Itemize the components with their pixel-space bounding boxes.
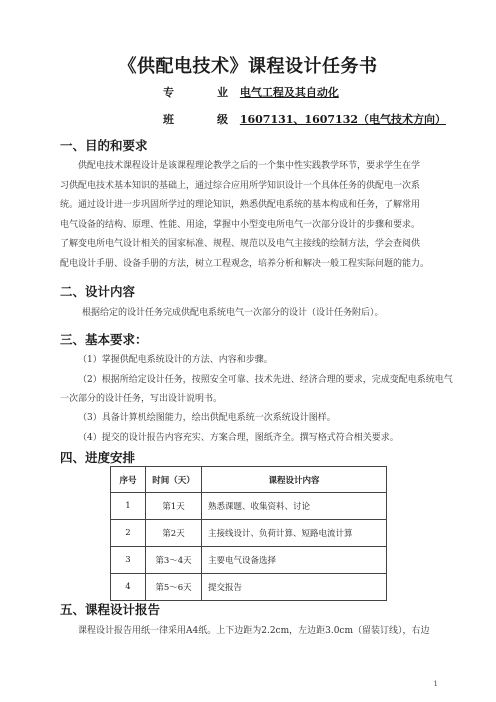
table-cell: 主要电气设备选择 <box>202 547 387 574</box>
major-label-char-1: 专 <box>163 86 174 99</box>
page-number: 1 <box>433 680 438 688</box>
class-label-char-1: 班 <box>163 113 174 126</box>
section-1-heading: 一、目的和要求 <box>60 138 148 153</box>
s1-line-3: 统。通过设计进一步巩固所学过的理论知识，熟悉供配电系统的基本构成和任务，了解常用 <box>60 200 421 210</box>
section-2-heading: 二、设计内容 <box>60 284 136 299</box>
s1-line-4: 电气设备的结构、原理、性能、用途，掌握中小型变电所电气一次部分设计的步骤和要求。 <box>60 220 421 230</box>
s1-line-1: 供配电技术课程设计是该课程理论教学之后的一个集中性实践教学环节，要求学生在学 <box>78 161 421 171</box>
s1-line-5: 了解变电所电气设计相关的国家标准、规程、规范以及电气主接线的绘制方法，学会查阅供 <box>60 239 421 249</box>
section-3-heading: 三、基本要求： <box>60 332 148 347</box>
class-label-char-2: 级 <box>217 113 228 126</box>
table-header-cell: 时间（天） <box>146 467 202 493</box>
table-row <box>111 520 387 547</box>
class-row <box>163 111 446 127</box>
s3-item-1: （1）掌握供配电系统设计的方法、内容和步骤。 <box>78 355 273 365</box>
s3-item-4: （4）提交的设计报告内容充实、方案合理，图纸齐全。撰写格式符合相关要求。 <box>78 433 399 443</box>
class-value: 1607131、1607132（电气技术方向） <box>239 113 446 126</box>
s3-item-2-cont: 一次部分的设计任务，写出设计说明书。 <box>60 394 223 404</box>
table-cell: 第5～6天 <box>146 574 202 601</box>
schedule-table <box>110 466 387 601</box>
s1-line-6: 配电设计手册、设备手册的方法，树立工程观念，培养分析和解决一般工程实际问题的能力。 <box>60 259 430 269</box>
major-label-char-2: 业 <box>217 86 228 99</box>
section-5-heading: 五、课程设计报告 <box>60 602 161 617</box>
table-cell: 第2天 <box>146 520 202 547</box>
table-cell: 2 <box>111 520 146 547</box>
s3-item-2: （2）根据所给定设计任务，按照安全可靠、技术先进、经济合理的要求，完成变配电系统电气 <box>78 375 453 385</box>
table-cell: 主接线设计、负荷计算、短路电流计算 <box>202 520 387 547</box>
table-row <box>111 493 387 520</box>
table-cell: 4 <box>111 574 146 601</box>
table-header-cell: 序号 <box>111 467 146 493</box>
table-header-cell: 课程设计内容 <box>202 467 387 493</box>
table-header-row <box>111 467 387 493</box>
table-cell: 熟悉课题、收集资料、讨论 <box>202 493 387 520</box>
table-cell: 提交报告 <box>202 574 387 601</box>
s2-text: 根据给定的设计任务完成供配电系统电气一次部分的设计（设计任务附后）。 <box>82 308 384 318</box>
s5-text: 课程设计报告用纸一律采用A4纸。上下边距为2.2cm，左边距3.0cm（留装订线），右边 <box>78 626 430 636</box>
s3-item-3: （3）具备计算机绘图能力，绘出供配电系统一次系统设计图样。 <box>78 413 336 423</box>
document-title: 《供配电技术》课程设计任务书 <box>118 56 378 77</box>
s1-line-2: 习供配电技术基本知识的基础上，通过综合应用所学知识设计一个具体任务的供配电一次系 <box>60 181 421 191</box>
table-cell: 第3～4天 <box>146 547 202 574</box>
table-cell: 3 <box>111 547 146 574</box>
table-row <box>111 574 387 601</box>
table-row <box>111 547 387 574</box>
major-row <box>163 84 339 100</box>
section-4-heading: 四、进度安排 <box>60 450 136 465</box>
table-cell: 第1天 <box>146 493 202 520</box>
major-value: 电气工程及其自动化 <box>239 86 339 99</box>
table-cell: 1 <box>111 493 146 520</box>
